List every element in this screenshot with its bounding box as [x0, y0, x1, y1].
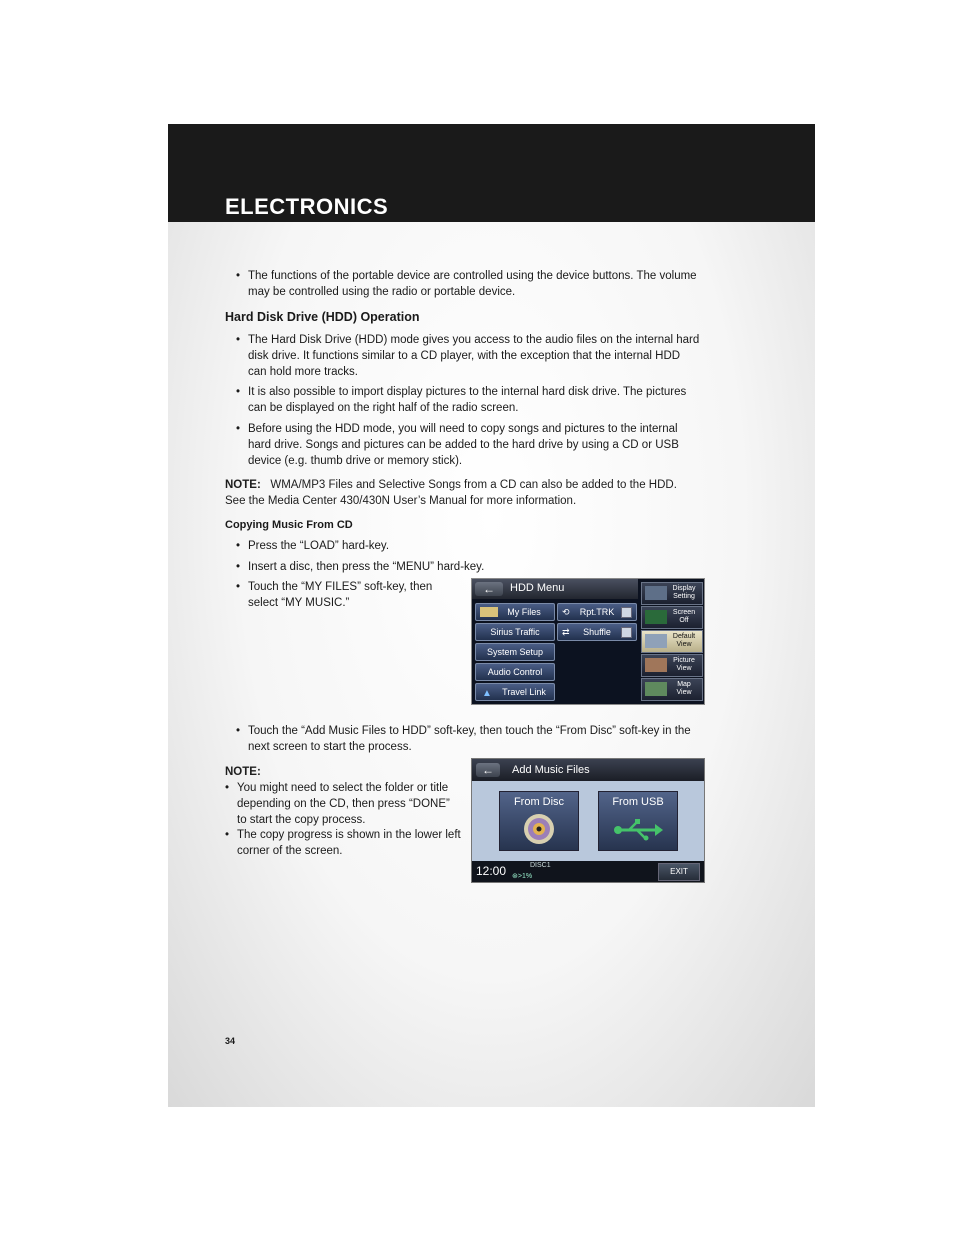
note-1: NOTE: WMA/MP3 Files and Selective Songs from a CD can also be added to the HDD. See the Media Center 430/430N User’s Manual for more information. — [225, 479, 677, 507]
shuffle-button[interactable]: ⇄ Shuffle — [557, 623, 637, 641]
system-setup-button[interactable]: System Setup — [475, 643, 555, 661]
note-2-label: NOTE: — [225, 766, 261, 778]
travel-link-button[interactable]: ▲ Travel Link — [475, 683, 555, 701]
exit-button[interactable]: EXIT — [658, 863, 700, 881]
status-bar — [472, 861, 704, 882]
page-number: 34 — [225, 1036, 236, 1046]
travel-link-icon: ▲ — [482, 688, 492, 699]
progress-icon: ⊛> — [512, 873, 522, 880]
copy-progress: ⊛>1% — [512, 873, 533, 880]
default-view-button[interactable]: Default View — [641, 630, 703, 653]
usb-icon — [613, 818, 663, 842]
display-setting-button[interactable]: Display Setting — [641, 582, 703, 605]
repeat-checkbox[interactable] — [621, 607, 632, 618]
hdd-menu-title: HDD Menu — [510, 582, 565, 594]
shuffle-checkbox[interactable] — [621, 627, 632, 638]
hdd-menu-screen — [471, 578, 705, 705]
disc-icon — [522, 812, 556, 846]
files-icon — [480, 607, 498, 617]
display-setting-icon — [645, 586, 667, 600]
add-music-titlebar — [472, 759, 704, 781]
default-view-icon — [645, 634, 667, 648]
from-usb-button[interactable]: From USB — [598, 791, 678, 851]
back-arrow-icon[interactable]: ← — [475, 582, 503, 596]
picture-view-icon — [645, 658, 667, 672]
manual-page: ELECTRONICS • The functions of the portable device are controlled using the device buttons. The volume may be controlled using the radio or portable device. Hard Disk Drive (HDD) Operation • The Hard Disk Drive (HDD) mode gives you access to the audio files on the internal hard disk drive. It functions similar to a CD player, with the exception that the internal HDD can hold more tracks. • It is also possible to import display pictures to the internal hard disk drive. The pictures can be displayed on the right half of the radio screen. • Before using the HDD mode, you will need to copy songs and pictures to the internal hard drive. Songs and pictures can be added to the hard drive by using a CD or USB device (e.g. thumb drive or memory stick). NOTE: WMA/MP3 Files and Selective Songs from a CD can also be added to the HDD. See the Media Center 430/430N User’s Manual for more information. Copying Music From CD • Press the “LOAD” hard-key. • Insert a disc, then press the “MENU” hard-key. • Touch the “MY FILES” soft-key, then select “MY MUSIC.” ← HDD Menu My Files Sirius Traffic System Setup Audio Control ▲ Travel Link ⟲ Rpt.TRK ⇄ Shuffle Display Setting Screen Off Default View Picture View Map View • Touch the “Add Music Files to HDD” soft-key, then touch the “From Disc” soft-key in the next screen to start the process. NOTE: • You might need to select the folder or title depending on the CD, then press “DONE” to start the copy process. • The copy progress is shown in the lower left corner of the screen. ← Add Music Files From Disc From USB 12:00 DISC1 ⊛>1% EXIT 34 — [168, 124, 815, 1107]
screen-off-button[interactable]: Screen Off — [641, 606, 703, 629]
sirius-traffic-button[interactable]: Sirius Traffic — [475, 623, 555, 641]
map-view-button[interactable]: Map View — [641, 678, 703, 701]
hdd-menu-titlebar — [472, 579, 638, 599]
clock: 12:00 — [476, 864, 507, 878]
repeat-icon: ⟲ — [562, 607, 570, 617]
section-header — [168, 124, 815, 222]
hdd-heading: Hard Disk Drive (HDD) Operation — [225, 310, 420, 324]
picture-view-button[interactable]: Picture View — [641, 654, 703, 677]
my-files-button[interactable]: My Files — [475, 603, 555, 621]
add-music-title: Add Music Files — [512, 764, 590, 776]
from-disc-button[interactable]: From Disc — [499, 791, 579, 851]
map-view-icon — [645, 682, 667, 696]
audio-control-button[interactable]: Audio Control — [475, 663, 555, 681]
screen-off-icon — [645, 610, 667, 624]
section-title: ELECTRONICS — [225, 194, 389, 219]
repeat-track-button[interactable]: ⟲ Rpt.TRK — [557, 603, 637, 621]
copying-heading: Copying Music From CD — [225, 519, 353, 531]
add-music-files-screen — [471, 758, 705, 883]
disc-label: DISC1 — [530, 862, 551, 869]
back-arrow-icon[interactable]: ← — [476, 763, 500, 777]
shuffle-icon: ⇄ — [562, 627, 570, 637]
